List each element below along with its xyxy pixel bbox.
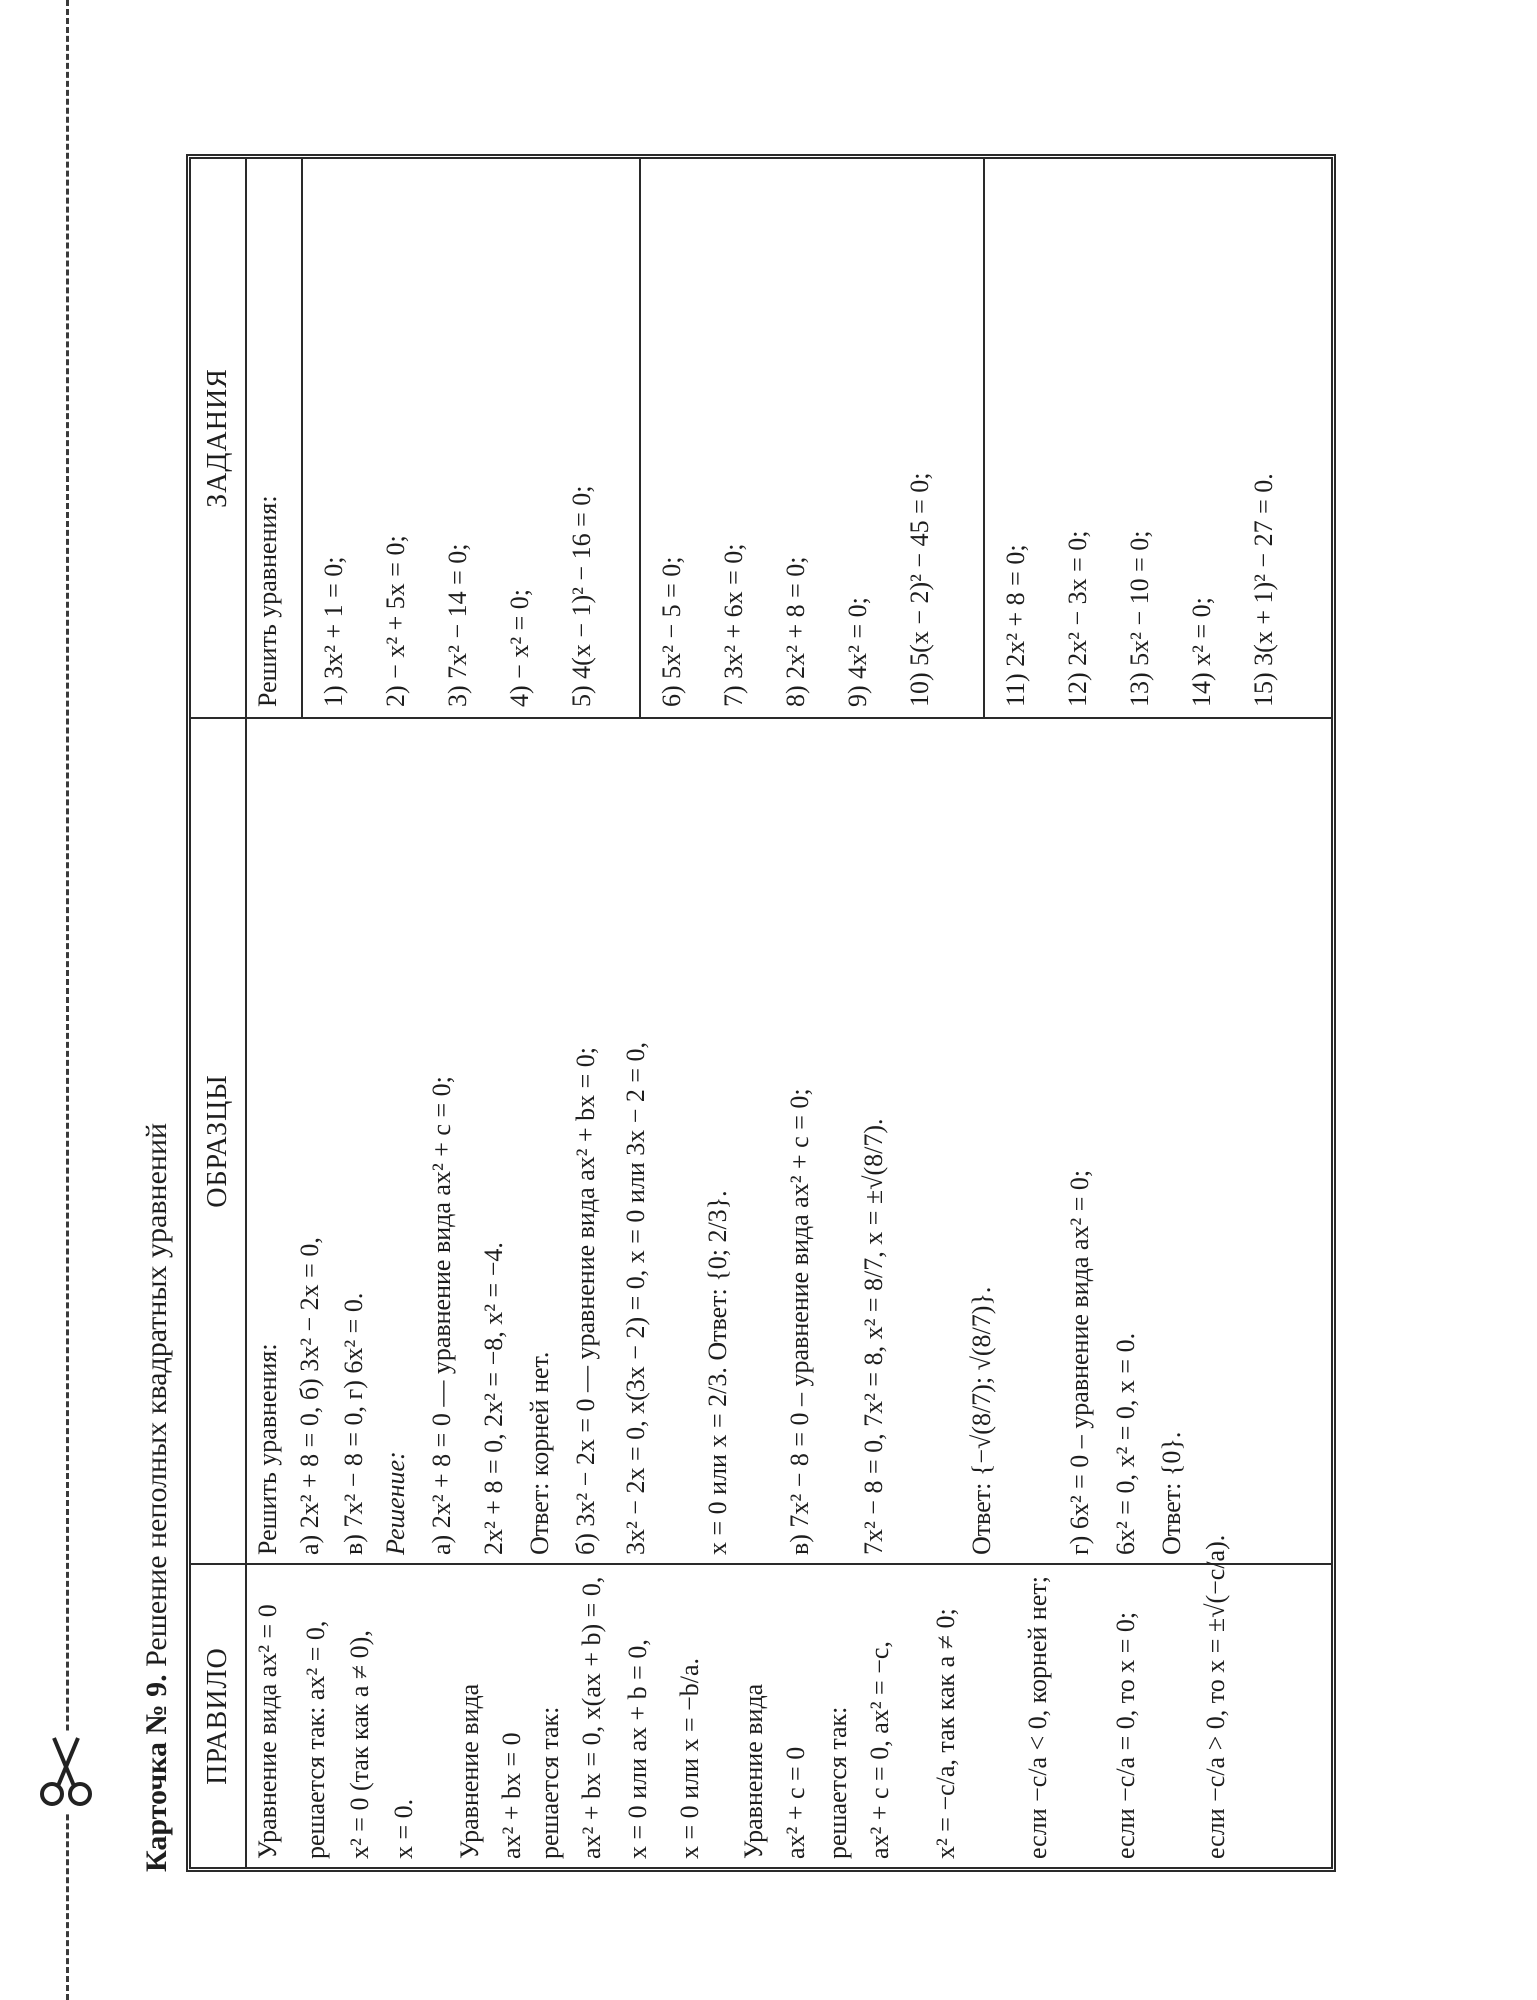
rule-line: ax² + c = 0: [781, 1746, 810, 1859]
column-divider: [191, 1563, 1331, 1565]
sample-line: x = 0 или x = 2/3. Ответ: {0; 2/3}.: [703, 1190, 732, 1555]
tasks-divider: [301, 159, 303, 719]
header-rule: ПРАВИЛО: [202, 1647, 233, 1785]
rule-line: ax² + bx = 0: [497, 1732, 526, 1859]
sample-line: Ответ: {−√(8/7); √(8/7)}.: [967, 1286, 996, 1555]
tasks-intro: Решить уравнения:: [253, 495, 282, 707]
task-item: 14) x² = 0;: [1187, 597, 1216, 707]
card-heading: Решение неполных квадратных уравнений: [140, 1122, 173, 1667]
sample-line: 7x² − 8 = 0, 7x² = 8, x² = 8/7, x = ±√(8/7).: [859, 1118, 888, 1555]
sample-line: Ответ: корней нет.: [525, 1351, 554, 1555]
column-divider: [191, 717, 1331, 719]
tasks-divider: [983, 159, 985, 719]
sample-line: а) 2x² + 8 = 0 — уравнение вида ax² + c = 0;: [427, 1076, 456, 1555]
rule-line: x² = 0 (так как a ≠ 0),: [345, 1630, 374, 1859]
cut-line: [66, 0, 69, 2000]
sample-line: а) 2x² + 8 = 0, б) 3x² − 2x = 0,: [295, 1237, 324, 1555]
sample-line: в) 7x² − 8 = 0, г) 6x² = 0.: [339, 1292, 368, 1555]
sample-line: Решение:: [381, 1451, 410, 1555]
task-item: 15) 3(x + 1)² − 27 = 0.: [1249, 473, 1278, 707]
scissors-icon: [34, 1732, 98, 1812]
rule-line: если −c/a > 0, то x = ±√(−c/a).: [1201, 1534, 1230, 1859]
task-item: 3) 7x² − 14 = 0;: [443, 543, 472, 707]
task-item: 5) 4(x − 1)² − 16 = 0;: [567, 485, 596, 707]
tasks-divider: [639, 159, 641, 719]
header-tasks: ЗАДАНИЯ: [202, 368, 233, 508]
rule-line: решается так:: [535, 1706, 564, 1859]
card-table: [186, 154, 1336, 1872]
rule-line: ax² + bx = 0, x(ax + b) = 0,: [577, 1576, 606, 1859]
sample-line: в) 7x² − 8 = 0 – уравнение вида ax² + c = 0;: [785, 1088, 814, 1555]
rule-line: x = 0 или x = −b/a.: [675, 1657, 704, 1859]
rule-line: x = 0.: [389, 1798, 418, 1859]
rule-line: ax² + c = 0, ax² = −c,: [865, 1641, 894, 1859]
rule-line: если −c/a < 0, корней нет;: [1023, 1576, 1052, 1859]
task-item: 13) 5x² − 10 = 0;: [1125, 530, 1154, 707]
rule-line: решается так: ax² = 0,: [301, 1620, 330, 1859]
task-item: 1) 3x² + 1 = 0;: [319, 556, 348, 707]
header-divider: [245, 159, 247, 1867]
task-item: 4) − x² = 0;: [505, 588, 534, 707]
sample-line: б) 3x² − 2x = 0 — уравнение вида ax² + bx = 0;: [571, 1047, 600, 1555]
rule-line: Уравнение вида: [739, 1683, 768, 1859]
rotated-card: [140, 0, 1537, 1872]
task-item: 8) 2x² + 8 = 0;: [781, 556, 810, 707]
rule-line: решается так:: [823, 1706, 852, 1859]
task-item: 10) 5(x − 2)² − 45 = 0;: [905, 472, 934, 707]
task-item: 2) − x² + 5x = 0;: [381, 535, 410, 707]
task-item: 11) 2x² + 8 = 0;: [1001, 544, 1030, 707]
rule-line: если −c/a = 0, то x = 0;: [1111, 1611, 1140, 1859]
task-item: 6) 5x² − 5 = 0;: [657, 556, 686, 707]
header-samples: ОБРАЗЦЫ: [202, 1074, 233, 1208]
rule-line: Уравнение вида ax² = 0: [253, 1604, 282, 1859]
sample-line: 6x² = 0, x² = 0, x = 0.: [1111, 1332, 1140, 1555]
sample-line: 2x² + 8 = 0, 2x² = −8, x² = −4.: [479, 1242, 508, 1555]
card-number: Карточка № 9.: [140, 1674, 173, 1872]
rule-line: x² = −c/a, так как a ≠ 0;: [931, 1608, 960, 1859]
rule-line: Уравнение вида: [455, 1683, 484, 1859]
sample-line: г) 6x² = 0 – уравнение вида ax² = 0;: [1065, 1169, 1094, 1555]
task-item: 12) 2x² − 3x = 0;: [1063, 530, 1092, 707]
card-title: [140, 1123, 174, 1872]
task-item: 7) 3x² + 6x = 0;: [719, 543, 748, 707]
task-item: 9) 4x² = 0;: [843, 597, 872, 707]
sample-line: Решить уравнения:: [253, 1343, 282, 1555]
sample-line: Ответ: {0}.: [1157, 1431, 1186, 1555]
rule-line: x = 0 или ax + b = 0,: [623, 1639, 652, 1859]
sample-line: 3x² − 2x = 0, x(3x − 2) = 0, x = 0 или 3x − 2 = 0,: [621, 1041, 650, 1555]
